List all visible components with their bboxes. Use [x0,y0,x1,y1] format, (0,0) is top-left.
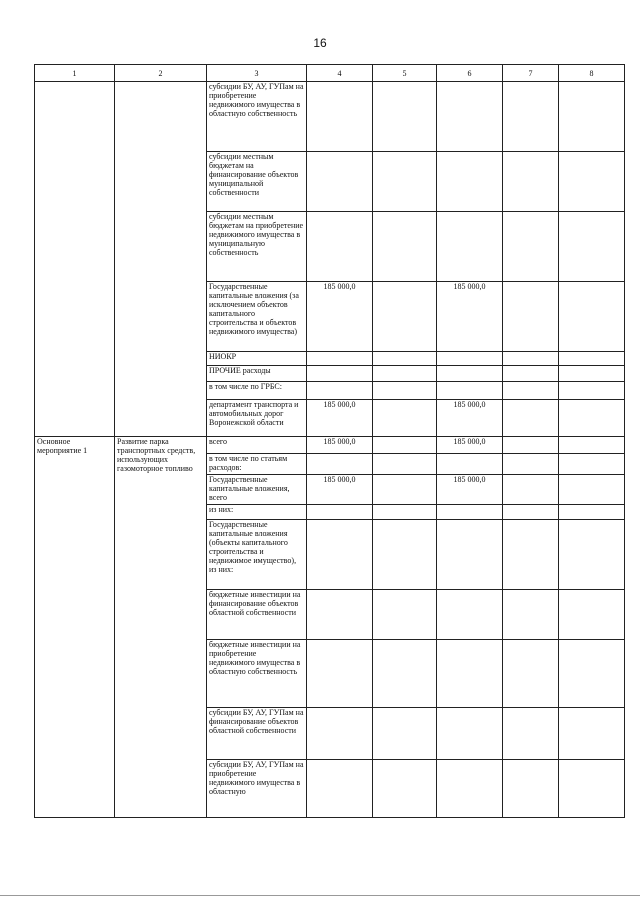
value-col5 [373,505,437,520]
expense-label: ПРОЧИЕ расходы [207,366,307,382]
value-col6 [437,640,503,708]
value-col5 [373,640,437,708]
table-row [35,82,625,152]
expense-label: из них: [207,505,307,520]
value-col8 [559,520,625,590]
expense-label: субсидии БУ, АУ, ГУПам на финансирование объектов областной собственности [207,708,307,760]
measure-description: Развитие парка транспортных средств, использующих газомоторное топливо [115,437,207,818]
header-cell: 3 [207,65,307,82]
value-col5 [373,760,437,818]
value-col5 [373,437,437,454]
value-col8 [559,454,625,475]
page-number: 16 [313,36,327,50]
expense-label: субсидии местным бюджетам на приобретение недвижимого имущества в муниципальную собственность [207,212,307,282]
value-col7 [503,212,559,282]
expense-label: НИОКР [207,352,307,366]
value-col5 [373,352,437,366]
value-col8 [559,212,625,282]
value-col4: 185 000,0 [307,475,373,505]
value-col6 [437,382,503,400]
value-col5 [373,454,437,475]
value-col4 [307,152,373,212]
value-col8 [559,152,625,212]
value-col5 [373,520,437,590]
value-col4 [307,366,373,382]
value-col4 [307,640,373,708]
value-col6 [437,352,503,366]
value-col8 [559,708,625,760]
budget-table [34,64,625,818]
value-col4 [307,760,373,818]
value-col6: 185 000,0 [437,437,503,454]
value-col4 [307,212,373,282]
value-col8 [559,505,625,520]
header-cell: 4 [307,65,373,82]
value-col7 [503,520,559,590]
header-cell: 6 [437,65,503,82]
value-col6 [437,366,503,382]
value-col4: 185 000,0 [307,282,373,352]
value-col8 [559,640,625,708]
value-col4: 185 000,0 [307,400,373,437]
value-col8 [559,282,625,352]
value-col7 [503,282,559,352]
value-col7 [503,475,559,505]
value-col7 [503,400,559,437]
value-col4 [307,505,373,520]
header-cell: 7 [503,65,559,82]
expense-label: субсидии БУ, АУ, ГУПам на приобретение недвижимого имущества в областную собственность [207,82,307,152]
value-col5 [373,212,437,282]
expense-label: Государственные капитальные вложения (за исключением объектов капитального строительства и объектов недвижимого имущества) [207,282,307,352]
value-col8 [559,82,625,152]
expense-label: департамент транспорта и автомобильных дорог Воронежской области [207,400,307,437]
expense-label: всего [207,437,307,454]
value-col8 [559,590,625,640]
value-col8 [559,366,625,382]
value-col7 [503,454,559,475]
table-row [35,437,625,454]
page-bottom-divider [0,895,640,896]
value-col5 [373,382,437,400]
value-col8 [559,475,625,505]
expense-label: Государственные капитальные вложения, всего [207,475,307,505]
expense-label: субсидии местным бюджетам на финансирование объектов муниципальной собственности [207,152,307,212]
value-col4 [307,454,373,475]
value-col8 [559,760,625,818]
header-row [35,65,625,82]
value-col5 [373,366,437,382]
value-col4 [307,520,373,590]
value-col5 [373,708,437,760]
value-col4 [307,382,373,400]
value-col7 [503,760,559,818]
value-col6 [437,152,503,212]
value-col6: 185 000,0 [437,475,503,505]
expense-label: в том числе по статьям расходов: [207,454,307,475]
value-col4 [307,708,373,760]
value-col7 [503,505,559,520]
value-col6 [437,212,503,282]
value-col7 [503,590,559,640]
value-col4: 185 000,0 [307,437,373,454]
value-col4 [307,352,373,366]
value-col6 [437,520,503,590]
value-col7 [503,352,559,366]
value-col6 [437,454,503,475]
value-col7 [503,382,559,400]
value-col6 [437,505,503,520]
value-col5 [373,282,437,352]
header-cell: 5 [373,65,437,82]
value-col5 [373,152,437,212]
value-col6 [437,708,503,760]
value-col7 [503,708,559,760]
value-col5 [373,82,437,152]
value-col5 [373,475,437,505]
expense-label: бюджетные инвестиции на приобретение недвижимого имущества в областную собственность [207,640,307,708]
value-col6 [437,760,503,818]
header-cell: 1 [35,65,115,82]
header-cell: 8 [559,65,625,82]
value-col4 [307,82,373,152]
value-col6 [437,590,503,640]
value-col8 [559,352,625,366]
value-col6: 185 000,0 [437,400,503,437]
value-col4 [307,590,373,640]
header-cell: 2 [115,65,207,82]
value-col7 [503,640,559,708]
value-col5 [373,400,437,437]
expense-label: бюджетные инвестиции на финансирование объектов областной собственности [207,590,307,640]
value-col6: 185 000,0 [437,282,503,352]
continued-col1-cell [35,82,115,437]
value-col6 [437,82,503,152]
value-col8 [559,400,625,437]
value-col5 [373,590,437,640]
value-col8 [559,437,625,454]
value-col7 [503,437,559,454]
expense-label: Государственные капитальные вложения (объекты капитального строительства и недвижимое имущество), из них: [207,520,307,590]
value-col7 [503,152,559,212]
continued-col2-cell [115,82,207,437]
expense-label: субсидии БУ, АУ, ГУПам на приобретение недвижимого имущества в областную [207,760,307,818]
expense-label: в том числе по ГРБС: [207,382,307,400]
value-col7 [503,366,559,382]
value-col7 [503,82,559,152]
value-col8 [559,382,625,400]
measure-name: Основное мероприятие 1 [35,437,115,818]
